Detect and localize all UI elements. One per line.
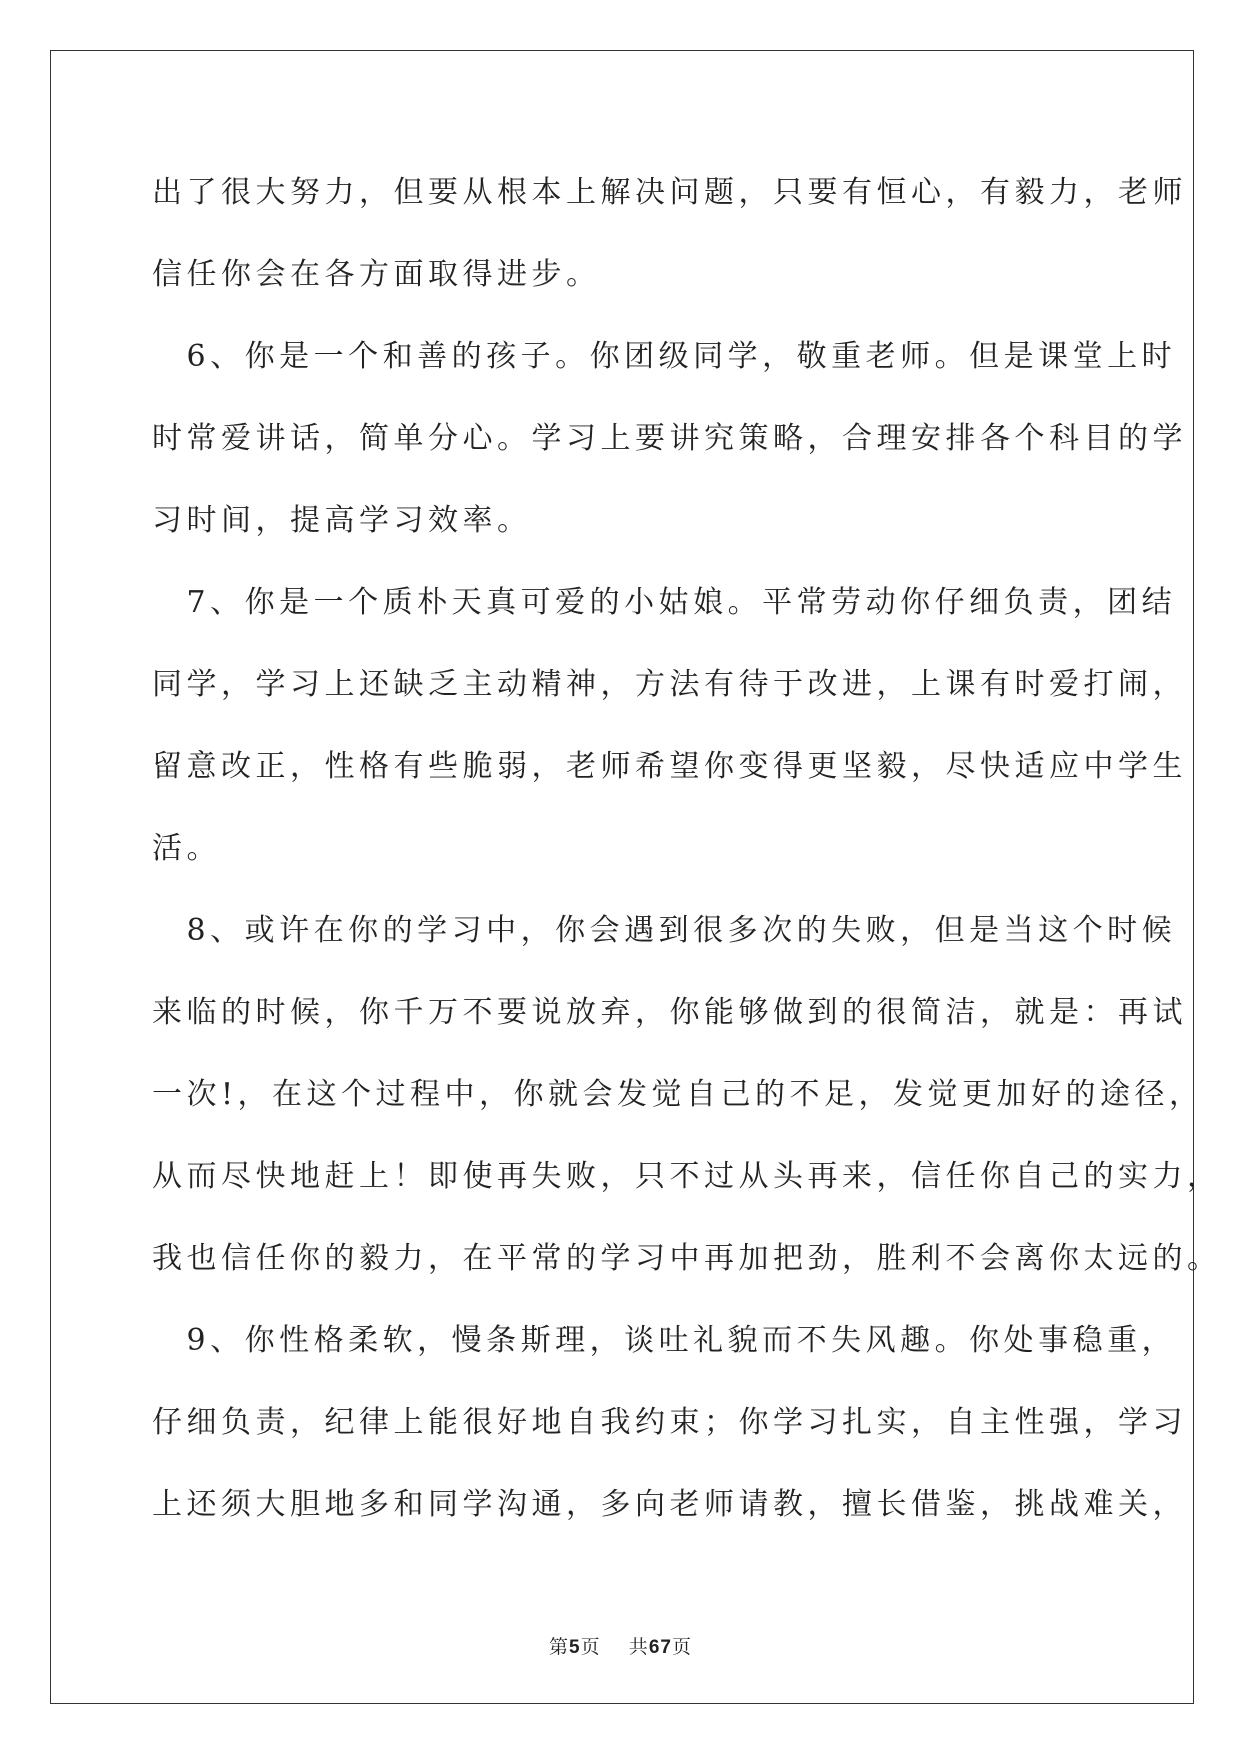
text-line: 6、你是一个和善的孩子。你团级同学，敬重老师。但是课堂上时	[152, 339, 1177, 374]
text-line: 9、你性格柔软，慢条斯理，谈吐礼貌而不失风趣。你处事稳重，	[152, 1323, 1177, 1358]
text-line: 7、你是一个质朴天真可爱的小姑娘。平常劳动你仔细负责，团结	[152, 585, 1177, 620]
page-suffix: 页	[580, 1636, 601, 1658]
text-line: 同学，学习上还缺乏主动精神，方法有待于改进，上课有时爱打闹，	[152, 667, 1187, 702]
document-body	[152, 163, 1222, 1557]
page-number: 5	[569, 1637, 581, 1658]
text-line: 从而尽快地赶上！即使再失败，只不过从头再来，信任你自己的实力，	[152, 1159, 1222, 1194]
text-line: 留意改正，性格有些脆弱，老师希望你变得更坚毅，尽快适应中学生	[152, 749, 1187, 784]
page-footer	[0, 1632, 1241, 1659]
total-suffix: 页	[671, 1636, 692, 1658]
text-line: 8、或许在你的学习中，你会遇到很多次的失败，但是当这个时候	[152, 913, 1177, 948]
text-line: 仔细负责，纪律上能很好地自我约束；你学习扎实，自主性强，学习	[152, 1405, 1187, 1440]
text-line: 出了很大努力，但要从根本上解决问题，只要有恒心，有毅力，老师	[152, 175, 1187, 210]
text-line: 习时间，提高学习效率。	[152, 503, 532, 538]
page-prefix: 第	[549, 1636, 570, 1658]
total-pages: 67	[648, 1637, 672, 1658]
total-prefix: 共	[628, 1636, 649, 1658]
text-line: 我也信任你的毅力，在平常的学习中再加把劲，胜利不会离你太远的。	[152, 1241, 1222, 1276]
text-line: 一次!，在这个过程中，你就会发觉自己的不足，发觉更加好的途径，	[152, 1077, 1204, 1112]
text-line: 活。	[152, 831, 221, 866]
text-line: 信任你会在各方面取得进步。	[152, 257, 601, 292]
text-line: 上还须大胆地多和同学沟通，多向老师请教，擅长借鉴，挑战难关，	[152, 1487, 1187, 1522]
text-line: 时常爱讲话，简单分心。学习上要讲究策略，合理安排各个科目的学	[152, 421, 1187, 456]
text-line: 来临的时候，你千万不要说放弃，你能够做到的很简洁，就是：再试	[152, 995, 1187, 1030]
